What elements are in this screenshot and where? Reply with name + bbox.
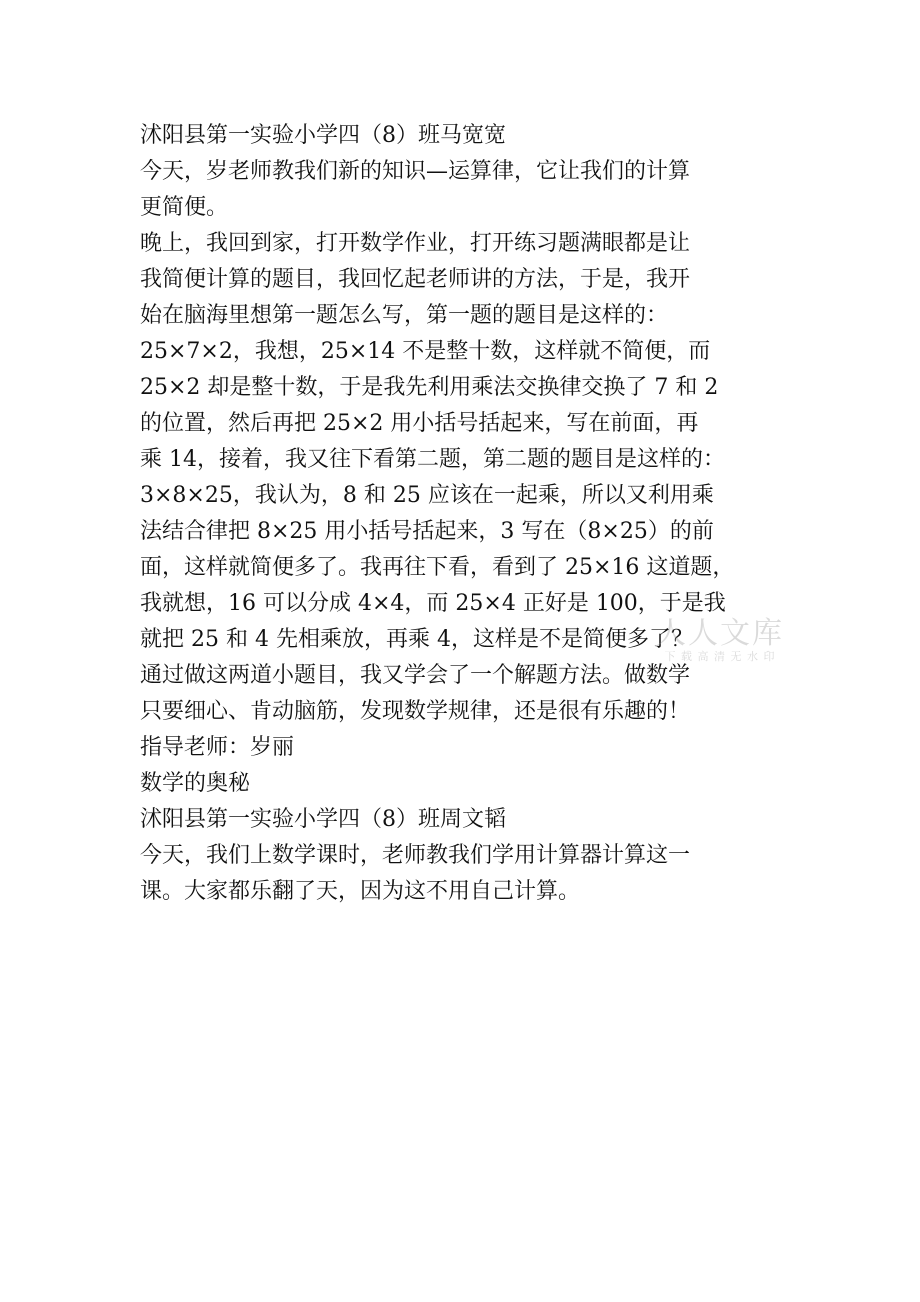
author-line-1: 沭阳县第一实验小学四（8）班马宽宽 [140,123,506,148]
paragraph-line: 更简便。 [140,195,229,220]
paragraph-line: 只要细心、肯动脑筋，发现数学规律，还是很有乐趣的！ [140,699,691,724]
paragraph-line: 法结合律把 8×25 用小括号括起来，3 写在（8×25）的前 [140,519,714,544]
paragraph-line: 我简便计算的题目，我回忆起老师讲的方法，于是，我开 [140,267,691,292]
essay-title: 数学的奥秘 [140,771,251,796]
watermark-logo-text: 人人文库 [656,616,784,651]
paragraph-line: 就把 25 和 4 先相乘放，再乘 4，这样是不是简便多了？ [140,627,693,652]
teacher-line: 指导老师：岁丽 [140,735,295,760]
paragraph-line: 课。大家都乐翻了天，因为这不用自己计算。 [140,879,581,904]
author-line-2: 沭阳县第一实验小学四（8）班周文韬 [140,807,506,832]
paragraph-line: 的位置，然后再把 25×2 用小括号括起来，写在前面，再 [140,411,699,436]
paragraph-line: 25×2 却是整十数，于是我先利用乘法交换律交换了 7 和 2 [140,375,719,400]
watermark-subtext: 下 载 高 清 无 水 印 [664,650,776,663]
paragraph-line: 今天，我们上数学课时，老师教我们学用计算器计算这一 [140,843,691,868]
paragraph-line: 通过做这两道小题目，我又学会了一个解题方法。做数学 [140,663,691,688]
paragraph-line: 乘 14，接着，我又往下看第二题，第二题的题目是这样的： [140,447,725,472]
paragraph-line: 我就想，16 可以分成 4×4，而 25×4 正好是 100，于是我 [140,591,726,616]
paragraph-line: 25×7×2，我想，25×14 不是整十数，这样就不简便，而 [140,339,711,364]
paragraph-line: 面，这样就简便多了。我再往下看，看到了 25×16 这道题， [140,555,735,580]
paragraph-line: 晚上，我回到家，打开数学作业，打开练习题满眼都是让 [140,231,691,256]
paragraph-line: 今天，岁老师教我们新的知识—运算律，它让我们的计算 [140,159,691,184]
paragraph-line: 3×8×25，我认为，8 和 25 应该在一起乘，所以又利用乘 [140,483,714,508]
paragraph-line: 始在脑海里想第一题怎么写，第一题的题目是这样的： [140,303,669,328]
document-body [140,118,790,910]
